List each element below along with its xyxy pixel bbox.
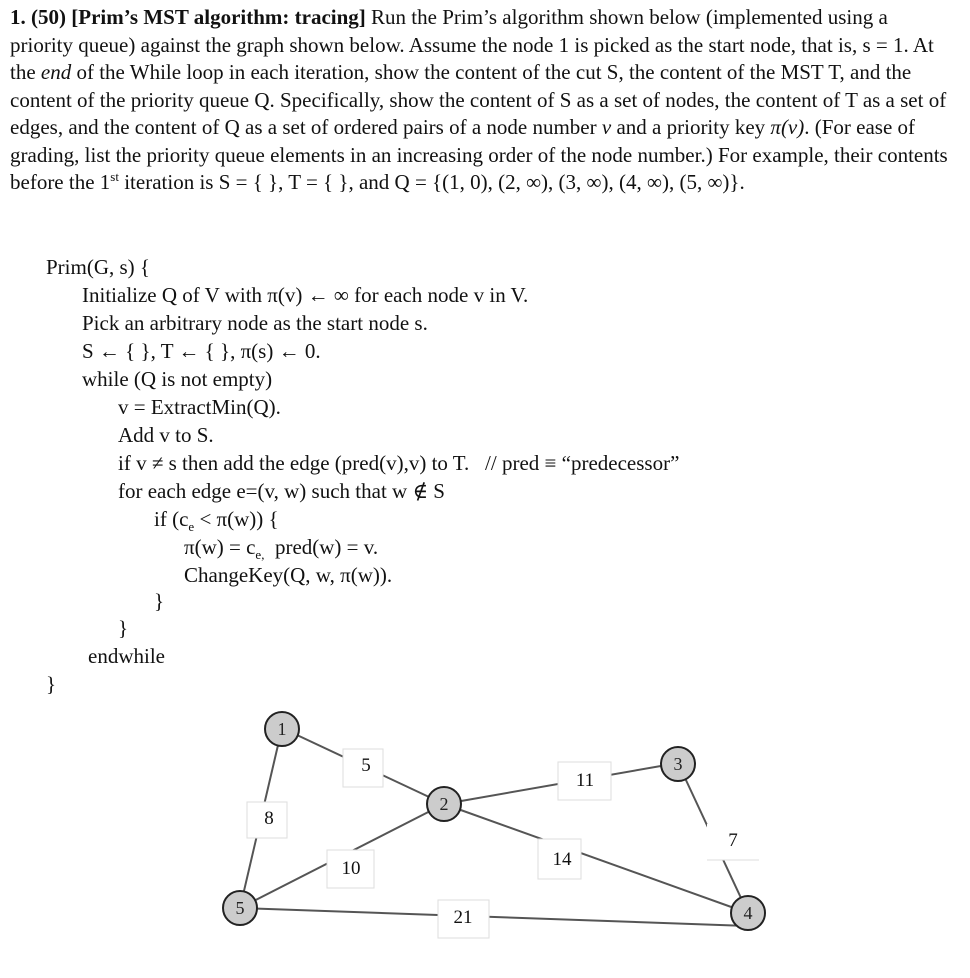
edge-5-4 <box>240 908 748 926</box>
code-line-15: endwhile <box>88 644 165 668</box>
code-line-2: Initialize Q of V with π(v) ← ∞ for each node v in V. <box>82 283 529 307</box>
problem-text-e: iteration is S = { }, T = { }, and Q = {(1, 0), (2, ∞), (3, ∞), (4, ∞), (5, ∞)}. <box>118 170 745 194</box>
code-line-10-b: < π(w)) { <box>194 507 279 531</box>
code-line-13: } <box>154 589 165 613</box>
code-line-14: } <box>118 616 129 640</box>
problem-text-b: of the While loop in each iteration, show the content of the cut S, the content of the MST T, and the content of the priority queue Q. Specifically, show the content of S as a set of nodes, the content of T as a set of edges, and the content of Q as a set of ordered pairs of a node number <box>10 60 947 139</box>
code-line-9: for each edge e=(v, w) such that w ∉ S <box>118 479 445 503</box>
code-line-11-b: pred(w) = v. <box>264 535 379 559</box>
edge-label-2-3 <box>558 762 611 800</box>
edge-label-3-4 <box>707 824 759 860</box>
code-line-3: Pick an arbitrary node as the start node s. <box>82 311 428 335</box>
problem-text-em: end <box>40 60 72 84</box>
weight-label-3-4: 7 <box>728 830 738 851</box>
code-line-4: S ← { }, T ← { }, π(s) ← 0. <box>82 339 321 363</box>
weight-label-1-2: 5 <box>361 755 371 776</box>
problem-text-sup: st <box>110 169 119 184</box>
node-label-4: 4 <box>743 903 753 923</box>
weight-label-2-3: 11 <box>575 770 595 791</box>
code-line-11-a: π(w) = c <box>184 535 256 559</box>
graph-diagram <box>0 700 970 978</box>
edge-2-4 <box>444 804 748 913</box>
code-line-10-a: if (c <box>154 507 189 531</box>
weight-label-5-4: 21 <box>453 907 473 928</box>
code-line-7: Add v to S. <box>118 423 214 447</box>
code-line-6: v = ExtractMin(Q). <box>118 395 281 419</box>
node-label-3: 3 <box>673 754 683 774</box>
node-label-2: 2 <box>439 794 449 814</box>
weight-label-2-4: 14 <box>552 849 572 870</box>
node-3 <box>661 747 695 781</box>
edge-label-2-4 <box>538 839 581 879</box>
node-1 <box>265 712 299 746</box>
code-line-12: ChangeKey(Q, w, π(w)). <box>184 563 393 587</box>
weight-label-2-5: 10 <box>341 858 361 879</box>
weight-label-1-5: 8 <box>264 808 274 829</box>
code-line-1: Prim(G, s) { <box>46 255 150 279</box>
problem-text-d: . (For ease of grading, list the priority queue elements in an increasing order of the node number.) For example, their contents before the 1 <box>10 115 948 194</box>
code-line-16: } <box>46 672 57 696</box>
problem-text-c: and a priority key <box>611 115 771 139</box>
node-label-1: 1 <box>277 719 287 739</box>
problem-text-a: Run the Prim’s algorithm shown below (implemented using a priority queue) against the graph shown below. Assume the node 1 is picked as the start node, that is, s = 1. At the <box>10 5 934 84</box>
problem-statement <box>10 4 955 197</box>
problem-number: 1. (50) <box>10 5 66 29</box>
problem-text-pi: π(v) <box>770 115 805 139</box>
node-4 <box>731 896 765 930</box>
node-label-5: 5 <box>235 898 245 918</box>
code-line-5: while (Q is not empty) <box>82 367 273 391</box>
edge-label-1-5 <box>247 802 287 838</box>
node-2 <box>427 787 461 821</box>
code-line-10-sub: e <box>188 519 195 535</box>
edge-label-5-4 <box>438 900 489 938</box>
edge-label-1-2 <box>343 749 383 787</box>
code-line-11-sub: e, <box>255 547 265 563</box>
edge-label-2-5 <box>327 850 374 888</box>
code-line-8: if v ≠ s then add the edge (pred(v),v) to T. // pred ≡ “predecessor” <box>118 451 680 475</box>
node-5 <box>223 891 257 925</box>
problem-title: [Prim’s MST algorithm: tracing] <box>71 5 366 29</box>
problem-text-v: v <box>601 115 612 139</box>
